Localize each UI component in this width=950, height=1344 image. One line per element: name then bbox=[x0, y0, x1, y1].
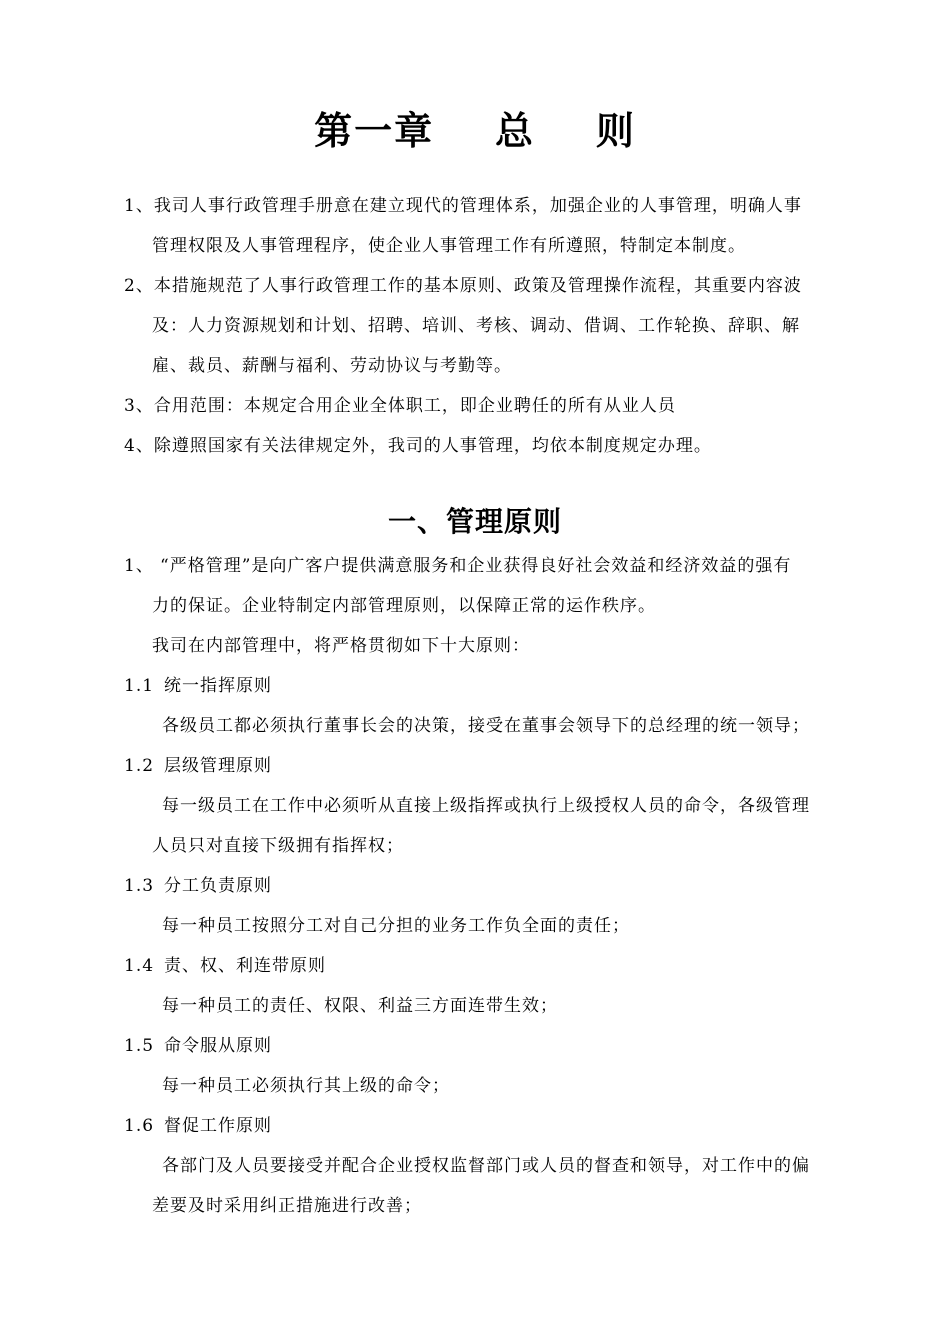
principle-heading bbox=[124, 954, 326, 978]
principle-number: 1.2 bbox=[124, 756, 155, 776]
principle-body-line: 每一种员工按照分工对自己分担的业务工作负全面的责任； bbox=[162, 916, 630, 936]
intro-item-number: 4、 bbox=[124, 436, 154, 456]
intro-item-2-line-2: 及：人力资源规划和计划、招聘、培训、考核、调动、借调、工作轮换、辞职、解 bbox=[152, 316, 800, 336]
section-intro-number: 1、 bbox=[124, 556, 154, 576]
principle-heading bbox=[124, 1034, 272, 1058]
principle-body-line: 每一种员工的责任、权限、利益三方面连带生效； bbox=[162, 996, 558, 1016]
intro-item-text: 本措施规范了人事行政管理工作的基本原则、政策及管理操作流程，其重要内容波 bbox=[153, 276, 802, 296]
section-intro-text: “严格管理”是向广客户提供满意服务和企业获得良好社会效益和经济效益的强有 bbox=[160, 556, 792, 576]
section-intro-line-2: 力的保证。企业特制定内部管理原则，以保障正常的运作秩序。 bbox=[152, 596, 656, 616]
intro-item-text: 合用范围：本规定合用企业全体职工，即企业聘任的所有从业人员 bbox=[153, 396, 676, 416]
intro-item-1-line-2: 管理权限及人事管理程序，使企业人事管理工作有所遵照，特制定本制度。 bbox=[152, 236, 746, 256]
intro-item-4-line-1 bbox=[124, 434, 712, 458]
intro-item-number: 2、 bbox=[124, 276, 154, 296]
intro-item-1-line-1 bbox=[124, 194, 802, 218]
principle-number: 1.1 bbox=[124, 676, 155, 696]
chapter-title: 第一章 总 则 bbox=[314, 108, 636, 153]
principle-title: 统一指挥原则 bbox=[164, 676, 272, 696]
intro-item-number: 3、 bbox=[124, 396, 154, 416]
principle-title: 命令服从原则 bbox=[164, 1036, 272, 1056]
principle-title: 责、权、利连带原则 bbox=[164, 956, 326, 976]
principle-number: 1.5 bbox=[124, 1036, 155, 1056]
section-intro-lead: 我司在内部管理中，将严格贯彻如下十大原则： bbox=[152, 636, 530, 656]
principle-number: 1.4 bbox=[124, 956, 155, 976]
principle-title: 督促工作原则 bbox=[164, 1116, 272, 1136]
principle-title: 分工负责原则 bbox=[164, 876, 272, 896]
intro-item-2-line-3: 雇、裁员、薪酬与福利、劳动协议与考勤等。 bbox=[152, 356, 512, 376]
principle-number: 1.6 bbox=[124, 1116, 155, 1136]
principle-body-line: 各部门及人员要接受并配合企业授权监督部门或人员的督查和领导，对工作中的偏 bbox=[162, 1156, 810, 1176]
principle-body-line: 人员只对直接下级拥有指挥权； bbox=[152, 836, 404, 856]
principle-heading bbox=[124, 674, 272, 698]
principle-heading bbox=[124, 754, 272, 778]
intro-item-2-line-1 bbox=[124, 274, 802, 298]
intro-item-number: 1、 bbox=[124, 196, 154, 216]
principle-body-line: 每一级员工在工作中必须听从直接上级指挥或执行上级授权人员的命令，各级管理 bbox=[162, 796, 810, 816]
principle-body-line: 差要及时采用纠正措施进行改善； bbox=[152, 1196, 422, 1216]
principle-body-line: 每一种员工必须执行其上级的命令； bbox=[162, 1076, 450, 1096]
section-title: 一、管理原则 bbox=[387, 505, 562, 538]
principle-heading bbox=[124, 874, 272, 898]
intro-item-3-line-1 bbox=[124, 394, 676, 418]
principle-heading bbox=[124, 1114, 272, 1138]
intro-item-text: 除遵照国家有关法律规定外，我司的人事管理，均依本制度规定办理。 bbox=[153, 436, 712, 456]
principle-title: 层级管理原则 bbox=[164, 756, 272, 776]
principle-number: 1.3 bbox=[124, 876, 155, 896]
intro-item-text: 我司人事行政管理手册意在建立现代的管理体系，加强企业的人事管理，明确人事 bbox=[153, 196, 802, 216]
principle-body-line: 各级员工都必须执行董事长会的决策，接受在董事会领导下的总经理的统一领导； bbox=[162, 716, 810, 736]
section-intro-line-1 bbox=[124, 554, 791, 578]
